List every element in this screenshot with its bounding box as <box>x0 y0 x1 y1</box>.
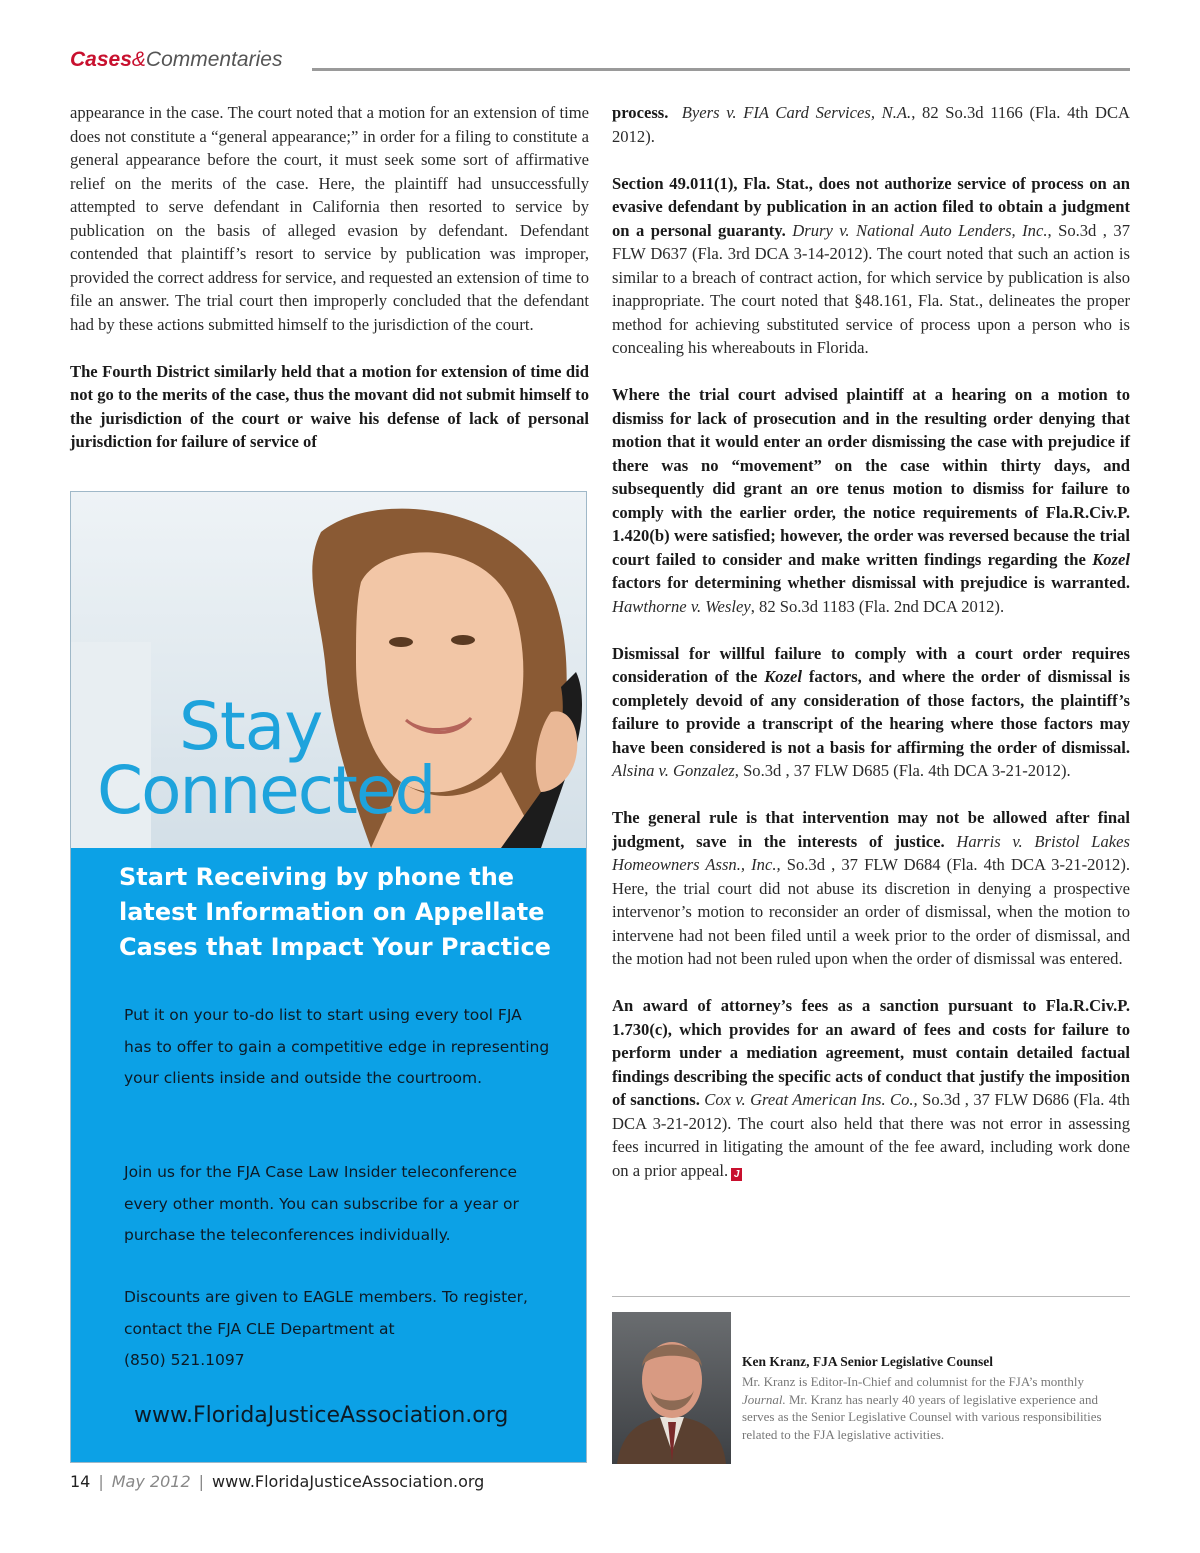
ad-paragraph-1: Put it on your to-do list to start using every tool FJA has to offer to gain a competitive edge in representing your clients inside and outside the courtroom. <box>124 1006 550 1087</box>
eye-left <box>389 637 413 647</box>
left-paragraph-1: appearance in the case. The court noted that a motion for an extension of time does not constitute a “general appearance;” in order for a filing to constitute a general appearance before the court, it must seek some sort of affirmative relief on the merits of the case. Here, the plaintiff had unsuccessfully attempted to serve defendant in California then resorted to service by publication on the basis of alleged evasion by defendant. Defendant contended that plaintiff’s resort to service by publication was improper, provided the correct address for service, and requested an extension of time to file an answer. The trial court then improperly concluded that the defendant had by these actions submitted himself to the jurisdiction of the court. <box>70 103 589 334</box>
ad-phone-number: (850) 521.1097 <box>124 1351 245 1369</box>
eye-right <box>451 635 475 645</box>
header-rule <box>312 68 1130 71</box>
left-paragraph-2-bold: The Fourth District similarly held that a motion for extension of time did not go to the merits of the case, thus the movant did not submit himself to the jurisdiction of the court or waive his defense of lack of personal jurisdiction for failure of service of <box>70 361 590 451</box>
case-holding-bold: Section 49.011(1), Fla. Stat., does not authorize service of process on an evasive defendant by publication in an action filed to obtain a judgment on a personal guaranty. <box>612 173 1130 240</box>
author-bio-journal: Journal. <box>742 1391 786 1407</box>
case-citation: Harris v. Bristol Lakes Homeowners Assn., Inc., <box>612 831 1130 874</box>
ad-connected-text: Connected <box>97 752 435 829</box>
case-reporter: So.3d , 37 FLW D686 (Fla. 4th DCA 3-21-2012). The court also held that there was not error in assessing fees incurred in litigating the amount of the fee award, including work done on a prior appeal. <box>612 1090 1130 1180</box>
author-bio <box>742 1373 1127 1443</box>
case-holding-bold: An award of attorney’s fees as a sanction pursuant to Fla.R.Civ.P. 1.730(c), which provides for an award of fees and costs for failure to perform under a mediation agreement, must contain detailed factual findings describing the specific acts of conduct that justify the imposition of sanctions. <box>612 996 1130 1109</box>
author-name: Ken Kranz, FJA Senior Legislative Counsel <box>742 1354 994 1369</box>
case-holding-bold: factors for determining whether dismissal with prejudice is warranted. <box>612 573 1130 592</box>
case-citation: Alsina v. Gonzalez <box>612 761 735 780</box>
section-title-commentaries: Commentaries <box>145 48 283 71</box>
kozel-term: Kozel <box>1092 549 1130 569</box>
issue-date: May 2012 <box>111 1472 191 1491</box>
left-paragraph-2 <box>70 360 589 454</box>
case-holding-bold: Where the trial court advised plaintiff at a hearing on a motion to dismiss for lack of prosecution and in the resulting order denying that motion that it would enter an order dismissing the case with prejudice if there was no “movement” on the case within thirty days, and subsequently did grant an ore tenus motion to dismiss for failure to comply with the earlier order, the notice requirements of Fla.R.Civ.P. 1.420(b) were satisfied; however, the order was reversed because the trial court failed to consider and make written findings regarding the <box>612 385 1130 569</box>
section-title-cases: Cases <box>70 48 132 71</box>
case-holding-bold: The general rule is that intervention may not be allowed after final judgment, save in the interests of justice. <box>612 808 1130 851</box>
case-reporter: So.3d , 37 FLW D684 (Fla. 4th DCA 3-21-2012). Here, the trial court did not abuse its discretion in denying a prospective intervenor’s motion to reconsider an order of dismissal, when the motion to intervene had not been filed until a week prior to the order of dismissal, and the motion had not been ruled upon when the order of dismissal was entered. <box>612 855 1130 968</box>
kozel-term: Kozel <box>764 667 803 686</box>
footer-separator: | <box>98 1472 104 1491</box>
author-bio-text: Mr. Kranz has nearly 40 years of legislative experience and serves as the Senior Legislative Counsel with various responsibilities related to the FJA legislative activities. <box>742 1391 1102 1442</box>
ad-stay-text: Stay <box>179 688 323 765</box>
ad-photo <box>71 492 586 848</box>
right-paragraph-5 <box>612 806 1130 971</box>
right-paragraph-2 <box>612 172 1130 360</box>
case-reporter: , So.3d , 37 FLW D685 (Fla. 4th DCA 3-21-2012). <box>734 761 1071 780</box>
right-column <box>612 101 1130 1206</box>
author-bio-text: Mr. Kranz is Editor-In-Chief and columnist for the FJA’s monthly <box>742 1374 1085 1389</box>
case-citation: Drury v. National Auto Lenders, Inc. <box>792 220 1048 240</box>
page-footer <box>70 1472 484 1491</box>
page-number: 14 <box>70 1472 91 1491</box>
case-reporter: , 82 So.3d 1166 (Fla. 4th DCA 2012). <box>612 103 1130 146</box>
right-paragraph-6 <box>612 994 1130 1182</box>
ad-paragraph-2: Join us for the FJA Case Law Insider teleconference every other month. You can subscribe for a year or purchase the teleconferences individually. <box>124 1163 519 1244</box>
case-holding-bold: Dismissal for willful failure to comply with a court order requires consideration of the <box>612 643 1130 686</box>
ad-website-link[interactable]: www.FloridaJusticeAssociation.org <box>134 1403 509 1428</box>
ad-paragraph-3 <box>124 1282 554 1377</box>
author-photo <box>612 1312 731 1464</box>
ad-info-panel <box>71 848 586 1462</box>
case-reporter: , So.3d , 37 FLW D637 (Fla. 3rd DCA 3-14-2012). The court noted that such an action is similar to a breach of contract action, for which service by publication is also inappropriate. The court noted that §48.161, Fla. Stat., delineates the proper method for achieving substituted service of process upon a person who is concealing his whereabouts in Florida. <box>612 220 1131 357</box>
page-header <box>70 48 1130 78</box>
ad-register-text: Discounts are given to EAGLE members. To register, contact the FJA CLE Department at <box>124 1288 528 1338</box>
case-citation: Byers v. FIA Card Services, N.A. <box>681 103 912 122</box>
ad-headline: Start Receiving by phone the latest Information on Appellate Cases that Impact Your Practice <box>119 863 551 961</box>
author-portrait-illustration <box>612 1312 731 1464</box>
stay-connected-ad <box>70 491 587 1463</box>
right-paragraph-4 <box>612 642 1130 783</box>
footer-separator: | <box>198 1472 205 1491</box>
case-citation: Cox v. Great American Ins. Co., <box>704 1090 918 1109</box>
case-reporter: , 82 So.3d 1183 (Fla. 2nd DCA 2012). <box>750 596 1005 616</box>
section-title-amp: & <box>131 48 146 71</box>
footer-website-link[interactable]: www.FloridaJusticeAssociation.org <box>212 1472 485 1491</box>
case-holding-bold: factors, and where the order of dismissal is completely devoid of any consideration of those factors, the plaintiff’s failure to provide a transcript of the hearing where those factors may have been considered is not a basis for affirming the order of dismissal. <box>612 667 1130 757</box>
case-holding-bold: process. <box>612 103 669 122</box>
case-citation: Hawthorne v. Wesley <box>612 596 751 616</box>
section-title <box>70 48 282 72</box>
author-divider <box>612 1296 1130 1297</box>
left-column <box>70 101 589 477</box>
right-paragraph-1 <box>612 101 1130 148</box>
article-end-icon: J <box>731 1168 742 1181</box>
right-paragraph-3 <box>612 383 1130 618</box>
